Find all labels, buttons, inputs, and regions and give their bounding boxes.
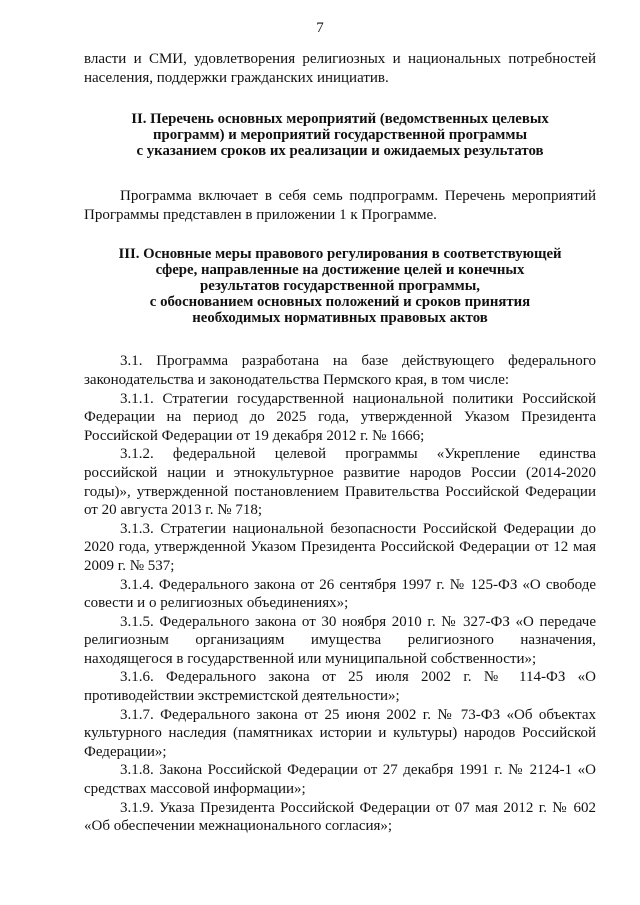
clause-3-1-2: 3.1.2. федеральной целевой программы «Укрепление единства российской нации и этнокультурное развитие народов России (2014-2020 годы)», утвержденной постановлением Правительства Российской Федерации от 20 августа 2013 г. № 718; [84, 446, 596, 519]
clause-3-1-6: 3.1.6. Федерального закона от 25 июля 2002 г. № 114-ФЗ «О противодействии экстремистской деятельности»; [84, 669, 596, 705]
clause-3-1-7: 3.1.7. Федерального закона от 25 июня 2002 г. № 73-ФЗ «Об объектах культурного наследия (памятниках истории и культуры) народов Российской Федерации»; [84, 706, 596, 760]
clause-3-1-9: 3.1.9. Указа Президента Российской Федерации от 07 мая 2012 г. № 602 «Об обеспечении межнационального согласия»; [84, 799, 596, 835]
section-2-heading [84, 111, 596, 159]
section-3-heading-line: с обоснованием основных положений и сроков принятия [149, 294, 531, 311]
intro-paragraph: власти и СМИ, удовлетворения религиозных и национальных потребностей населения, поддержки гражданских инициатив. [84, 51, 596, 86]
clause-3-1-3: 3.1.3. Стратегии национальной безопасности Российской Федерации до 2020 года, утвержденной Указом Президента Российской Федерации от 12 мая 2009 г. № 537; [84, 520, 596, 574]
section-2-heading-line: программ) и мероприятий государственной программы [152, 127, 528, 144]
section-3-heading-line: необходимых нормативных правовых актов [192, 310, 488, 327]
section-2-paragraph: Программа включает в себя семь подпрограмм. Перечень мероприятий Программы представлен в приложении 1 к Программе. [84, 188, 596, 223]
clause-3-1: 3.1. Программа разработана на базе действующего федерального законодательства и законодательства Пермского края, в том числе: [84, 353, 596, 388]
clause-3-1-4: 3.1.4. Федерального закона от 26 сентября 1997 г. № 125-ФЗ «О свободе совести и о религиозных объединениях»; [84, 576, 596, 612]
section-2-heading-line: с указанием сроков их реализации и ожидаемых результатов [136, 143, 544, 160]
page-number: 7 [316, 20, 324, 36]
clause-3-1-8: 3.1.8. Закона Российской Федерации от 27 декабря 1991 г. № 2124-1 «О средствах массовой информации»; [84, 762, 596, 798]
section-3-heading [84, 246, 596, 326]
section-3-heading-line: III. Основные меры правового регулирования в соответствующей [118, 246, 562, 263]
section-3-heading-line: сфере, направленные на достижение целей и конечных [155, 262, 525, 279]
section-3-heading-line: результатов государственной программы, [200, 278, 480, 295]
section-2-heading-line: II. Перечень основных мероприятий (ведомственных целевых [131, 111, 549, 128]
clause-3-1-5: 3.1.5. Федерального закона от 30 ноября 2010 г. № 327-ФЗ «О передаче религиозным организациям имущества религиозного назначения, находящегося в государственной или муниципальной собственности»; [84, 613, 596, 667]
clause-3-1-1: 3.1.1. Стратегии государственной национальной политики Российской Федерации на период до 2025 года, утвержденной Указом Президента Российской Федерации от 19 декабря 2012 г. № 1666; [84, 390, 596, 444]
document-body [84, 50, 596, 836]
